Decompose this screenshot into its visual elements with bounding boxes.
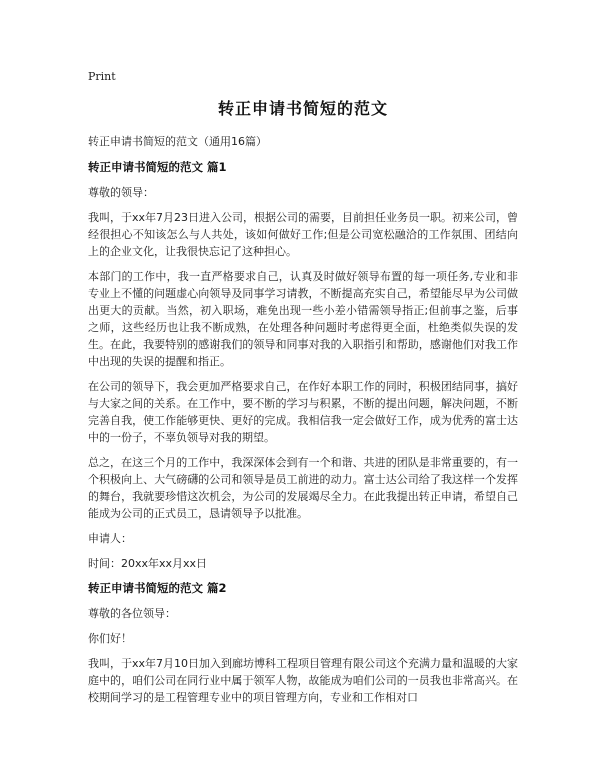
paragraph-2-1: 我叫，于xx年7月10日加入到廊坊博科工程项目管理有限公司这个充满力量和温暖的大家庭中的，咱们公司在同行业中属于领军人物，故能成为咱们公司的一员我也非常高兴。在校期间学习的是工程管理专业中的项目管理方向，专业和工作相对口 xyxy=(88,657,519,704)
print-link[interactable]: Print xyxy=(88,70,116,83)
document-subtitle: 转正申请书简短的范文（通用16篇） xyxy=(88,135,267,148)
paragraph-1-2: 本部门的工作中，我一直严格要求自己，认真及时做好领导布置的每一项任务,专业和非专业上不懂的问题虚心向领导及同事学习请教，不断提高充实自己，希望能尽早为公司做出更大的贡献。当然，初入职场，难免出现一些小差小错需领导指正;但前事之鉴，后事之师，这些经历也让我不断成熟，在处理各种问题时考虑得更全面，杜绝类似失误的发生。在此，我要特别的感谢我们的领导和同事对我的入职指引和帮助，感谢他们对我工作中出现的失误的提醒和指正。 xyxy=(88,270,518,368)
paragraph-1-4: 总之，在这三个月的工作中，我深深体会到有一个和谐、共进的团队是非常重要的，有一个积极向上、大气磅礴的公司和领导是员工前进的动力。富士达公司给了我这样一个发挥的舞台，我就要珍惜这次机会，为公司的发展竭尽全力。在此我提出转正申请，希望自己能成为公司的正式员工，恳请领导予以批准。 xyxy=(88,456,518,520)
greeting-1: 尊敬的领导： xyxy=(88,186,154,199)
hello-line: 你们好！ xyxy=(88,632,132,645)
section-heading-1: 转正申请书简短的范文 篇1 xyxy=(88,160,227,174)
page-title: 转正申请书简短的范文 xyxy=(217,99,388,118)
document-body xyxy=(88,133,518,714)
greeting-2: 尊敬的各位领导： xyxy=(88,607,176,620)
paragraph-1-3: 在公司的领导下，我会更加严格要求自己，在作好本职工作的同时，积极团结同事，搞好与大家之间的关系。在工作中，要不断的学习与积累，不断的提出问题，解决问题，不断完善自我，使工作能够更快、更好的完成。我相信我一定会做好工作，成为优秀的富士达中的一份子，不辜负领导对我的期望。 xyxy=(88,380,518,444)
paragraph-1-1: 我叫，于xx年7月23日进入公司，根据公司的需要，目前担任业务员一职。初来公司，曾经很担心不知该怎么与人共处，该如何做好工作;但是公司宽松融洽的工作氛围、团结向上的企业文化，让我很快忘记了这种担心。 xyxy=(88,211,519,258)
section-heading-2: 转正申请书简短的范文 篇2 xyxy=(88,581,227,595)
applicant-line: 申请人： xyxy=(88,532,132,545)
date-line: 时间：20xx年xx月xx日 xyxy=(88,557,208,570)
